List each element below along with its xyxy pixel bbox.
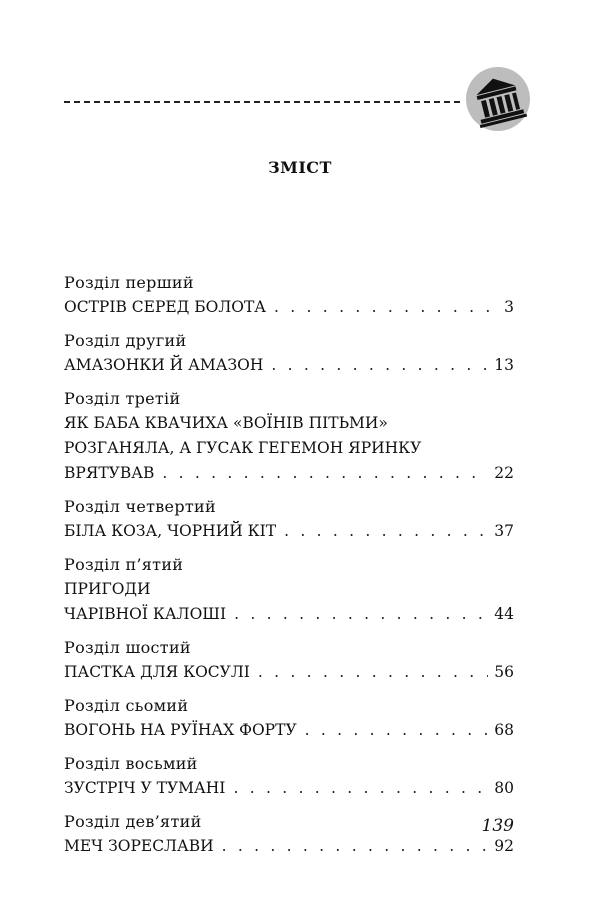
chapter-label: Розділ п’ятий: [64, 555, 184, 574]
chapter-label: Розділ дев’ятий: [64, 812, 202, 831]
dot-leader: [271, 353, 488, 378]
chapter-label: Розділ шостий: [64, 638, 191, 657]
chapter-page-number: 68: [494, 721, 514, 739]
chapter-line: [64, 461, 514, 486]
chapter-line: [64, 519, 514, 544]
toc-entry: [64, 751, 514, 801]
chapter-line: [64, 718, 514, 743]
chapter-title: ОСТРІВ СЕРЕД БОЛОТА: [64, 298, 267, 316]
toc-entry: [64, 386, 514, 486]
chapter-page-number: 37: [494, 522, 514, 540]
chapter-line: [64, 776, 514, 801]
page-number: 139: [481, 816, 514, 836]
building-columns-icon: [465, 66, 531, 132]
chapter-line: [64, 602, 514, 627]
chapter-label: Розділ сьомий: [64, 696, 189, 715]
chapter-title: ПАСТКА ДЛЯ КОСУЛІ: [64, 663, 250, 681]
chapter-line: [64, 353, 514, 378]
dot-leader: [284, 519, 488, 544]
chapter-title: БІЛА КОЗА, ЧОРНИЙ КІТ: [64, 522, 277, 540]
chapter-label: Розділ восьмий: [64, 754, 198, 773]
chapter-label: Розділ другий: [64, 331, 187, 350]
chapter-page-number: 13: [494, 356, 514, 374]
toc-entry: [64, 635, 514, 685]
chapter-label: Розділ третій: [64, 389, 181, 408]
chapter-title: АМАЗОНКИ Й АМАЗОН: [64, 356, 264, 374]
chapter-line: [64, 295, 514, 320]
chapter-title-line: ЯК БАБА КВАЧИХА «ВОЇНІВ ПІТЬМИ»: [64, 414, 388, 432]
chapter-title: МЕЧ ЗОРЕСЛАВИ: [64, 837, 214, 855]
chapter-page-number: 3: [504, 298, 514, 316]
dot-leader: [162, 461, 488, 486]
chapter-page-number: 44: [494, 605, 514, 623]
toc-entry: [64, 494, 514, 544]
dot-leader: [222, 834, 489, 859]
chapter-title: ВОГОНЬ НА РУЇНАХ ФОРТУ: [64, 721, 297, 739]
chapter-label: Розділ перший: [64, 273, 194, 292]
chapter-page-number: 92: [494, 837, 514, 855]
chapter-label: Розділ четвертий: [64, 497, 216, 516]
toc-list: [64, 270, 514, 867]
toc-entry: [64, 552, 514, 627]
toc-entry: [64, 328, 514, 378]
chapter-title-line: ПРИГОДИ: [64, 580, 151, 598]
dot-leader: [274, 295, 498, 320]
dot-leader: [233, 776, 488, 801]
toc-title: ЗМІСТ: [268, 158, 332, 177]
chapter-title-line: РОЗГАНЯЛА, А ГУСАК ГЕГЕМОН ЯРИНКУ: [64, 439, 422, 457]
chapter-line: [64, 834, 514, 859]
toc-entry: [64, 693, 514, 743]
chapter-title: ЧАРІВНОЇ КАЛОШІ: [64, 605, 227, 623]
dot-leader: [258, 660, 488, 685]
toc-entry: [64, 270, 514, 320]
dot-leader: [305, 718, 489, 743]
chapter-title: ВРЯТУВАВ: [64, 464, 155, 482]
chapter-page-number: 22: [494, 464, 514, 482]
chapter-page-number: 80: [494, 779, 514, 797]
chapter-page-number: 56: [494, 663, 514, 681]
chapter-line: [64, 660, 514, 685]
chapter-title: ЗУСТРІЧ У ТУМАНІ: [64, 779, 226, 797]
toc-entry: [64, 809, 514, 859]
dot-leader: [234, 602, 488, 627]
header-dashed-rule: [64, 101, 460, 103]
